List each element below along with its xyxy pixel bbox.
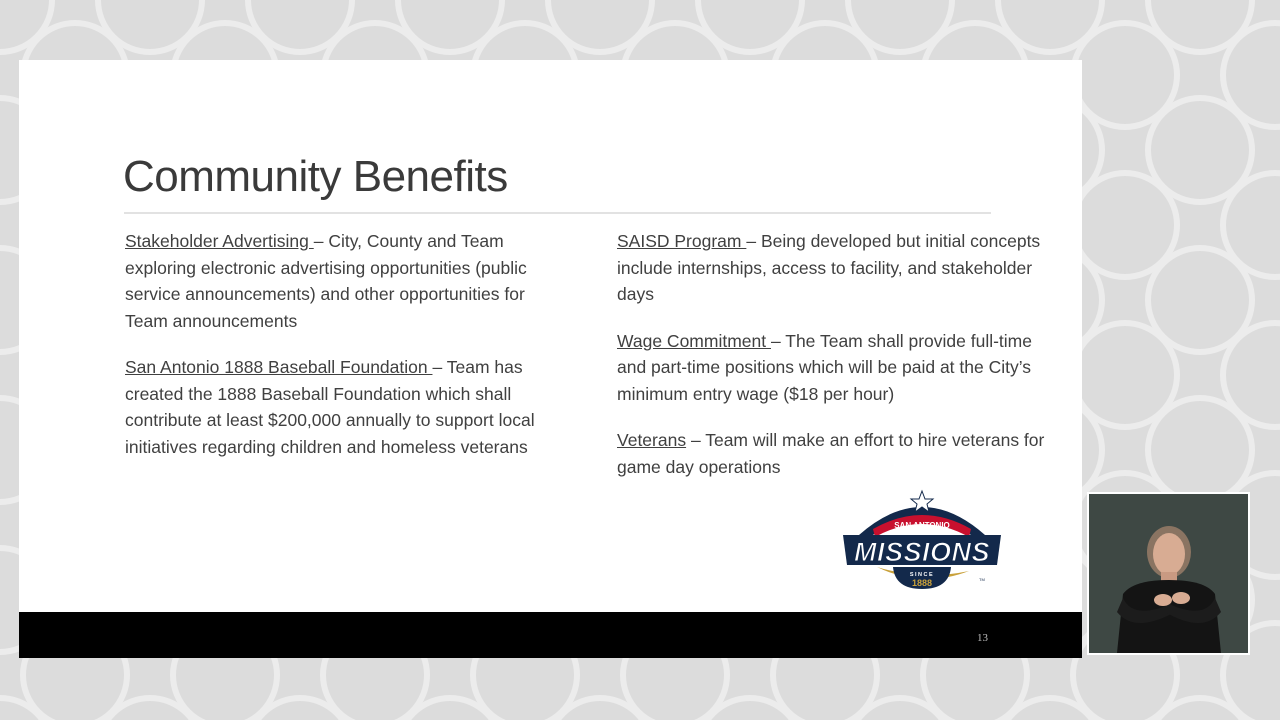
left-column — [125, 228, 563, 480]
benefit-veterans — [617, 427, 1057, 480]
benefit-text: – Team will make an effort to hire veterans for game day operations — [617, 430, 1045, 477]
benefit-heading: San Antonio 1888 Baseball Foundation — [125, 357, 433, 377]
right-column — [617, 228, 1057, 500]
logo-trademark: TM — [979, 577, 985, 582]
logo-year: 1888 — [911, 578, 933, 588]
benefit-heading: Wage Commitment — [617, 330, 771, 351]
slide-footer-bar — [19, 612, 1082, 658]
benefit-text: – Team has created the 1888 Baseball Foundation which shall contribute at least $200,000 annually to support local initiatives regarding children and homeless veterans — [125, 357, 535, 457]
logo-since-label: SINCE — [909, 572, 935, 578]
logo-wordmark: MISSIONS — [853, 537, 991, 567]
title-divider — [124, 212, 991, 214]
slide-page-number: 13 — [977, 632, 988, 644]
benefit-heading: SAISD Program — [617, 231, 747, 251]
sign-language-interpreter-video — [1087, 492, 1250, 655]
presentation-slide — [19, 60, 1082, 658]
benefit-saisd-program — [617, 228, 1057, 308]
benefit-text: – City, County and Team exploring electronic advertising opportunities (public service announcements) and other opportunities for Team announcements — [125, 231, 527, 331]
benefit-baseball-foundation — [125, 354, 563, 460]
slide-title: Community Benefits — [123, 152, 508, 201]
missions-logo — [837, 485, 1007, 593]
benefit-text: – Being developed but initial concepts include internships, access to facility, and stakeholder days — [617, 231, 1041, 304]
benefit-stakeholder-advertising — [125, 228, 563, 334]
logo-top-text: SAN ANTONIO — [894, 521, 950, 530]
interpreter-figure — [1089, 494, 1248, 653]
benefit-wage-commitment — [617, 328, 1057, 408]
benefit-heading: Stakeholder Advertising — [125, 231, 314, 251]
benefit-text: – The Team shall provide full-time and part-time positions which will be paid at the City’s minimum entry wage ($18 per hour) — [617, 330, 1032, 404]
benefit-heading: Veterans — [617, 430, 687, 450]
